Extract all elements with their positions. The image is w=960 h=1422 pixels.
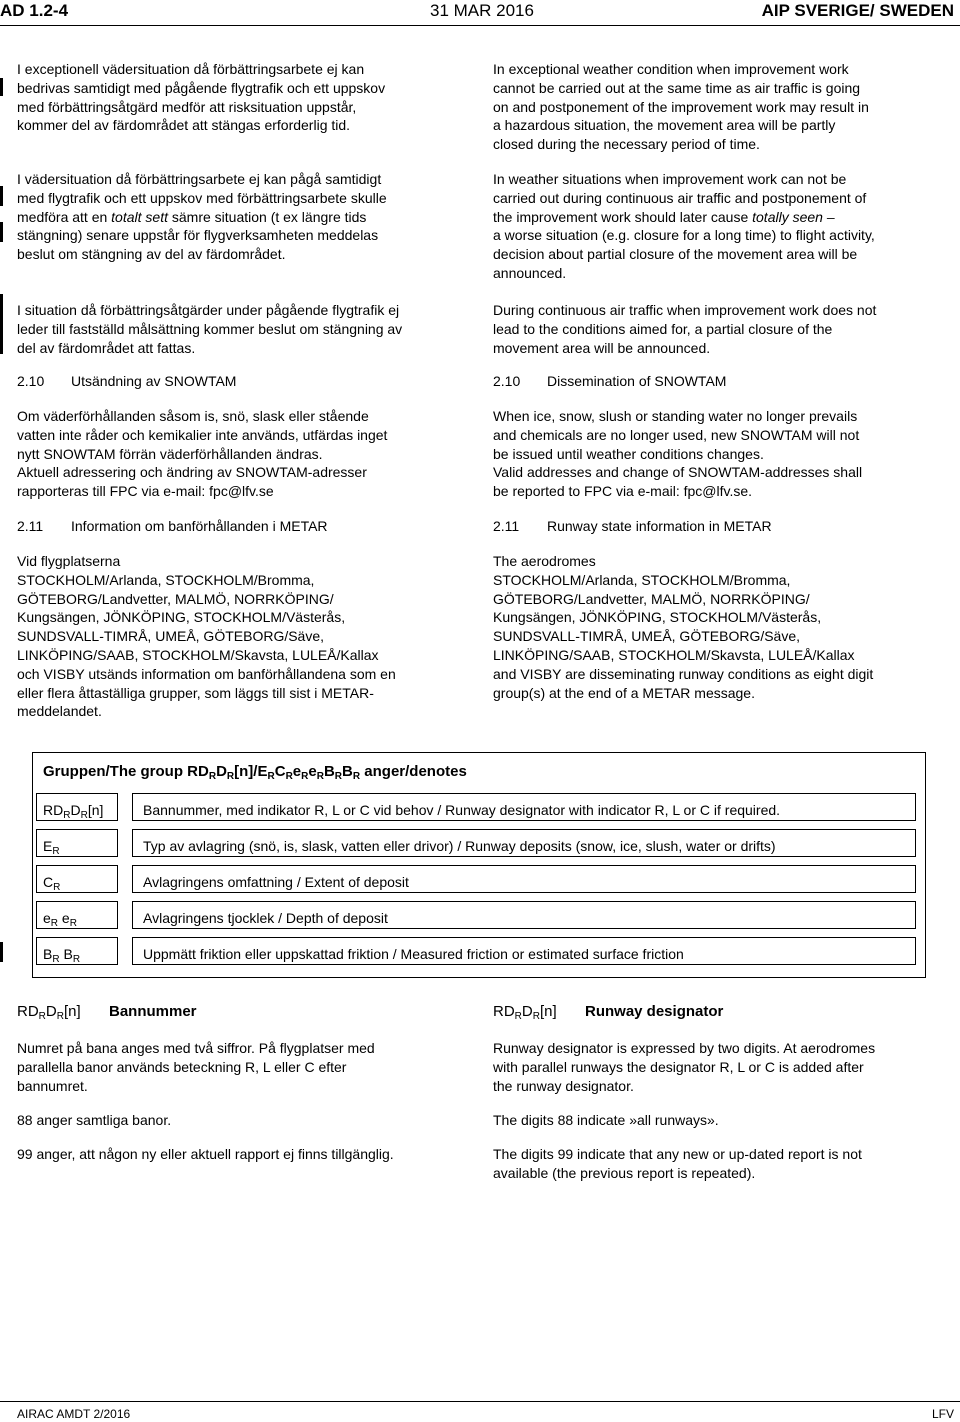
group-desc-depth: Avlagringens tjocklek / Depth of deposit	[132, 901, 916, 929]
en-heading-2-11: 2.11 Runway state information in METAR	[493, 518, 772, 534]
sv-rd-paragraph-1: Numret på bana anges med två siffror. På flygplatser med parallella banor används beteckning R, L eller C efter bannumret.	[17, 1040, 375, 1094]
change-bar	[0, 294, 3, 354]
sv-paragraph-2: I vädersituation då förbättringsarbete ej kan pågå samtidigt med flygtrafik och ett uppskov med förbättringsarbete skulle medföra att en totalt sett sämre situation (t ex längre tids stängning) senare uppstår för flygverksamheten meddelas beslut om stängning av del av färdområdet.	[17, 171, 387, 263]
change-bar	[0, 78, 3, 96]
change-bar	[0, 222, 3, 242]
header-publication: AIP SVERIGE/ SWEDEN	[761, 1, 954, 20]
group-code-c: $C_R$	[36, 865, 118, 893]
en-paragraph-2: In weather situations when improvement work can not be carried out during continuous air traffic and postponement of the improvement work should later cause totally seen – a worse situation (e.g. closure for a long time) to flight activity, decision about partial closure of the movement area will be announced.	[493, 171, 875, 281]
group-code-rd: $RD_RD_R[n]$	[36, 793, 118, 821]
sv-paragraph-1: I exceptionell vädersituation då förbättringsarbete ej kan bedrivas samtidigt med pågående flygtrafik och ett uppskov med förbättringsåtgärd medför att risksituation uppstår, kommer del av färdområdet att stängas erforderlig tid.	[17, 61, 386, 134]
doc-section-id: AD 1.2-4	[0, 1, 69, 20]
group-code-e: $E_R$	[36, 829, 118, 857]
sv-rd-heading: $RD_RD_R[n]$ Bannummer	[17, 1003, 197, 1022]
en-rd-paragraph-1: Runway designator is expressed by two digits. At aerodromes with parallel runways the designator R, L or C is added after the runway designator.	[493, 1040, 876, 1094]
sv-paragraph-5: Vid flygplatserna STOCKHOLM/Arlanda, STOCKHOLM/Bromma, GÖTEBORG/Landvetter, MALMÖ, NORRKÖPING/ Kungsängen, JÖNKÖPING, STOCKHOLM/Västerås, SUNDSVALL-TIMRÅ, UMEÅ, GÖTEBORG/Säve, LINKÖPING/SAAB, STOCKHOLM/Skavsta, LULEÅ/Kallax och VISBY utsänds information om banförhållandena som en eller flera åttaställiga grupper, som läggs till sist i METAR- meddelandet.	[17, 553, 396, 720]
group-desc-e: Typ av avlagring (snö, is, slask, vatten eller drivor) / Runway deposits (snow, ice, slush, water or drifts)	[132, 829, 916, 857]
group-box-title: Gruppen/The group $RD_RD_R[n]/E_RC_Re_Re_RB_RB_R$ anger/denotes	[43, 763, 467, 782]
group-desc-c: Avlagringens omfattning / Extent of deposit	[132, 865, 916, 893]
sv-paragraph-3: I situation då förbättringsåtgärder under pågående flygtrafik ej leder till fastställd målsättning kommer beslut om stängning av del av färdområdet att fattas.	[17, 302, 403, 356]
en-rd-paragraph-2: The digits 88 indicate »all runways».	[493, 1112, 719, 1128]
footer-publisher: LFV	[931, 1407, 954, 1421]
footer-amendment: AIRAC AMDT 2/2016	[17, 1407, 131, 1421]
group-code-b: $B_R$ $B_R$	[36, 937, 118, 965]
sv-heading-2-10: 2.10 Utsändning av SNOWTAM	[17, 373, 237, 389]
sv-rd-paragraph-2: 88 anger samtliga banor.	[17, 1112, 172, 1128]
change-bar	[0, 186, 3, 206]
group-desc-rd: Bannummer, med indikator R, L or C vid behov / Runway designator with indicator R, L or C if required.	[132, 793, 916, 821]
en-rd-heading: $RD_RD_R[n]$ Runway designator	[493, 1003, 724, 1022]
page-header	[0, 0, 960, 24]
sv-paragraph-4: Om väderförhållanden såsom is, snö, slask eller stående vatten inte råder och kemikalier inte används, utfärdas inget nytt SNOWTAM förrän väderförhållanden ändras. Aktuell adressering och ändring av SNOWTAM-adresser rapporteras till FPC via e-mail: fpc@lfv.se	[17, 408, 388, 500]
en-paragraph-3: During continuous air traffic when improvement work does not lead to the conditions aimed for, a partial closure of the movement area will be announced.	[493, 302, 877, 356]
group-code-e-depth: $e_R$ $e_R$	[36, 901, 118, 929]
change-bar	[0, 942, 3, 962]
sv-rd-paragraph-3: 99 anger, att någon ny eller aktuell rapport ej finns tillgänglig.	[17, 1146, 394, 1162]
group-desc-b: Uppmätt friktion eller uppskattad friktion / Measured friction or estimated surface friction	[132, 937, 916, 965]
footer-rule	[0, 1401, 960, 1402]
group-definition-box	[32, 752, 926, 978]
sv-heading-2-11: 2.11 Information om banförhållanden i METAR	[17, 518, 328, 534]
en-rd-paragraph-3: The digits 99 indicate that any new or up-dated report is not available (the previous report is repeated).	[493, 1146, 862, 1181]
en-paragraph-1: In exceptional weather condition when improvement work cannot be carried out at the same time as air traffic is going on and postponement of the improvement work may result in a hazardous situation, the movement area will be partly closed during the necessary period of time.	[493, 61, 869, 153]
en-paragraph-4: When ice, snow, slush or standing water no longer prevails and chemicals are no longer used, new SNOWTAM will not be issued until weather conditions changes. Valid addresses and change of SNOWTAM-addresses shall be reported to FPC via e-mail: fpc@lfv.se.	[493, 408, 863, 500]
en-heading-2-10: 2.10 Dissemination of SNOWTAM	[493, 373, 727, 389]
en-paragraph-5: The aerodromes STOCKHOLM/Arlanda, STOCKHOLM/Bromma, GÖTEBORG/Landvetter, MALMÖ, NORRKÖPING/ Kungsängen, JÖNKÖPING, STOCKHOLM/Västerås, SUNDSVALL-TIMRÅ, UMEÅ, GÖTEBORG/Säve, LINKÖPING/SAAB, STOCKHOLM/Skavsta, LULEÅ/Kallax and VISBY are disseminating runway conditions as eight digit group(s) at the end of a METAR message.	[493, 553, 874, 701]
header-date: 31 MAR 2016	[430, 1, 534, 20]
header-rule	[0, 25, 960, 26]
